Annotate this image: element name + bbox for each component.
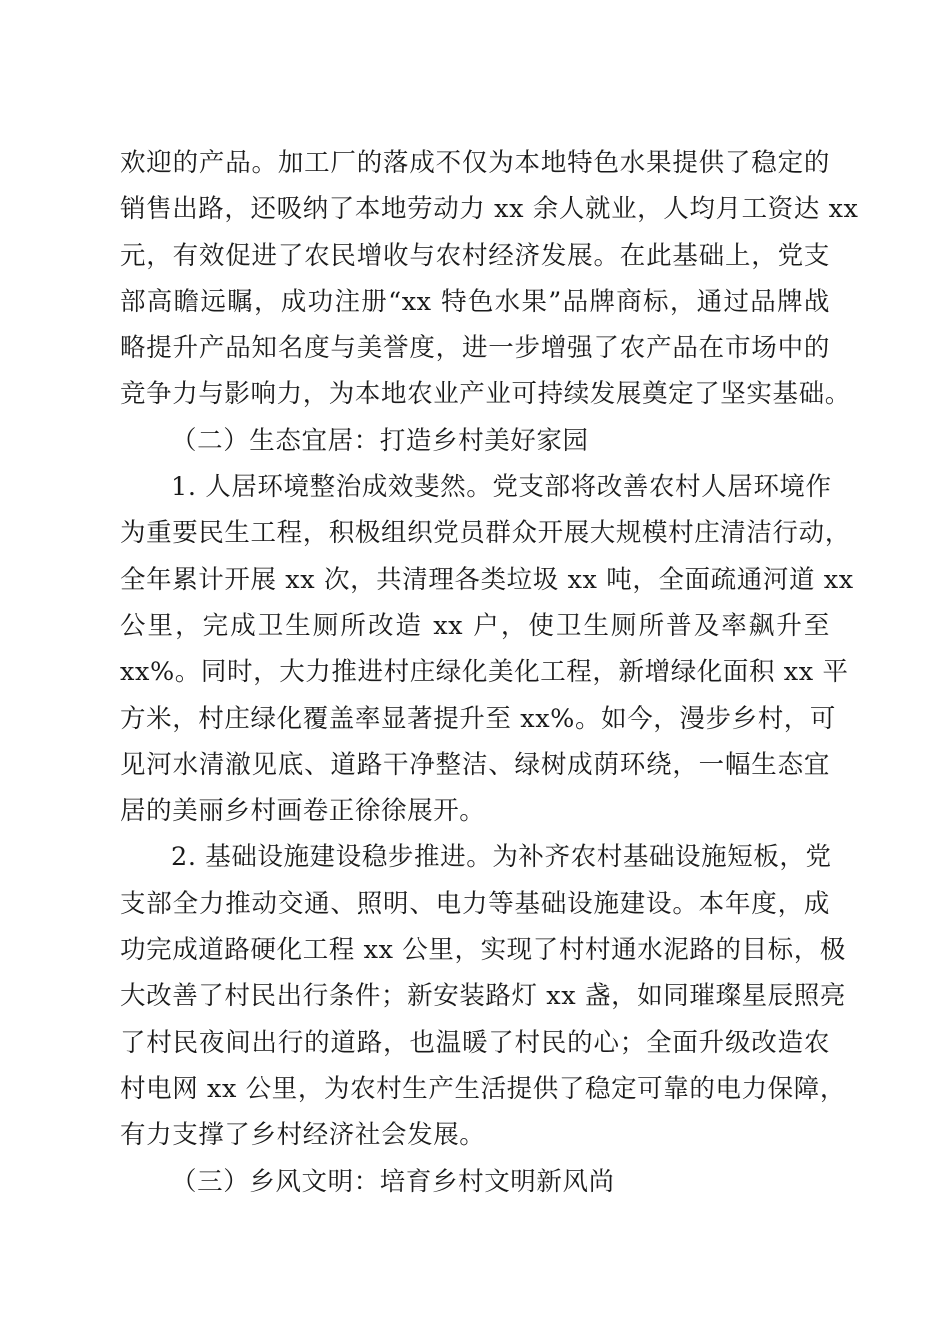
text-line: xx%。同时，大力推进村庄绿化美化工程，新增绿化面积 xx 平 [120,657,849,688]
section-heading-rural-civility: （三）乡风文明：培育乡村文明新风尚 [171,1166,615,1197]
document-body [120,140,859,1205]
text-line: 1. 人居环境整治成效斐然。党支部将改善农村人居环境作 [171,472,832,503]
text-line: 见河水清澈见底、道路干净整洁、绿树成荫环绕，一幅生态宜 [120,749,830,780]
text-line: 竞争力与影响力，为本地农业产业可持续发展奠定了坚实基础。 [120,379,851,410]
section-heading-ecological-living: （二）生态宜居：打造乡村美好家园 [171,425,589,456]
text-line: 了村民夜间出行的道路，也温暖了村民的心；全面升级改造农 [120,1027,830,1058]
text-line: 部高瞻远瞩，成功注册“xx 特色水果”品牌商标，通过品牌战 [120,286,830,317]
text-line: 销售出路，还吸纳了本地劳动力 xx 余人就业，人均月工资达 xx [120,194,859,225]
text-line: 公里，完成卫生厕所改造 xx 户，使卫生厕所普及率飙升至 [120,610,830,641]
text-line: 支部全力推动交通、照明、电力等基础设施建设。本年度，成 [120,888,830,919]
text-line: 为重要民生工程，积极组织党员群众开展大规模村庄清洁行动， [120,518,851,549]
text-line: 有力支撑了乡村经济社会发展。 [120,1120,486,1151]
text-line: 略提升产品知名度与美誉度，进一步增强了农产品在市场中的 [120,333,830,364]
text-line: 欢迎的产品。加工厂的落成不仅为本地特色水果提供了稳定的 [120,148,830,178]
text-line: 方米，村庄绿化覆盖率显著提升至 xx%。如今，漫步乡村，可 [120,703,836,734]
text-line: 2. 基础设施建设稳步推进。为补齐农村基础设施短板，党 [171,842,832,873]
paragraph-living-environment [120,464,854,834]
paragraph-product-branding [120,140,859,418]
paragraph-infrastructure [120,834,846,1158]
text-line: 居的美丽乡村画卷正徐徐展开。 [120,796,486,827]
text-line: 功完成道路硬化工程 xx 公里，实现了村村通水泥路的目标，极 [120,935,846,966]
text-line: 村电网 xx 公里，为农村生产生活提供了稳定可靠的电力保障， [120,1073,846,1104]
text-line: 大改善了村民出行条件；新安装路灯 xx 盏，如同璀璨星辰照亮 [120,981,846,1012]
text-line: 全年累计开展 xx 次，共清理各类垃圾 xx 吨，全面疏通河道 xx [120,564,854,595]
text-line: 元，有效促进了农民增收与农村经济发展。在此基础上，党支 [120,240,830,271]
